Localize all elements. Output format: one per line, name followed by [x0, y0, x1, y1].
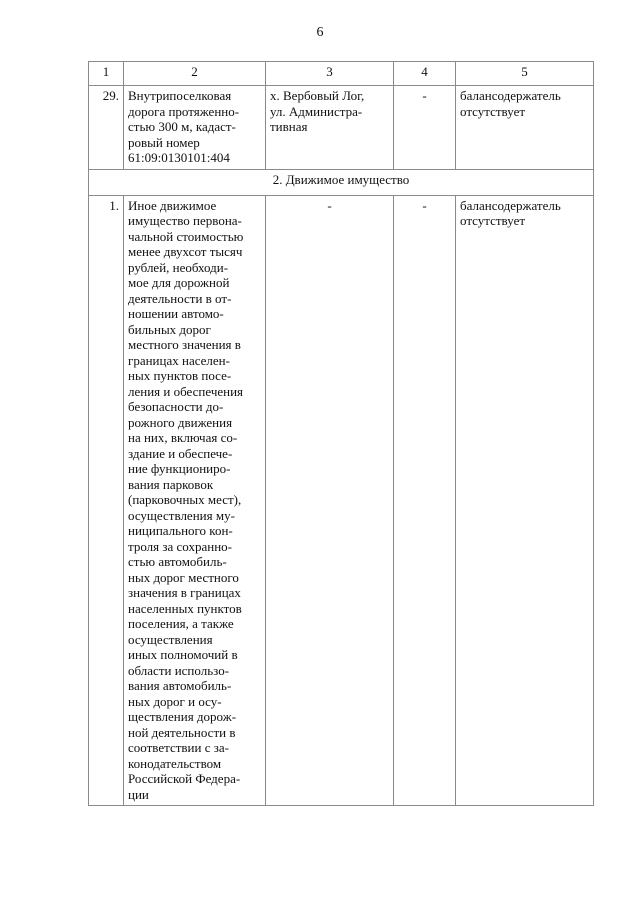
- property-name: Внутрипоселковая дорога протяженно- стью 300 м, кадаст- ровый номер 61:09:0130101:404: [124, 86, 266, 170]
- property-address: х. Вербовый Лог, ул. Администра- тивная: [266, 86, 394, 170]
- column-header-1: 1: [89, 62, 124, 86]
- column-header-3: 3: [266, 62, 394, 86]
- balance-holder: балансодержатель отсутствует: [456, 86, 594, 170]
- table-row: [89, 86, 594, 170]
- property-name: Иное движимое имущество первона- чальной стоимостью менее двухсот тысяч рублей, необходи- мое для дорожной деятельности в от- ношении автомо- бильных дорог местного значения в границах населен- ных пунктов посе- ления и обеспечения безопасности до- рожного движения на них, включая со- здание и обеспече- ние функциониро- вания парковок (парковочных мест), осуществления му- ниципального кон- троля за сохранно- стью автомобиль- ных дорог местного значения в границах населенных пунктов поселения, а также осуществления иных полномочий в области использо- вания автомобиль- ных дорог и осу- ществления дорож- ной деятельности в соответствии с за- конодательством Российской Федера- ции: [124, 195, 266, 806]
- row-number: 29.: [89, 86, 124, 170]
- property-registry-table: [88, 61, 594, 806]
- column-header-5: 5: [456, 62, 594, 86]
- property-col4: -: [394, 86, 456, 170]
- column-header-2: 2: [124, 62, 266, 86]
- property-col4: -: [394, 195, 456, 806]
- property-address: -: [266, 195, 394, 806]
- page-number: 6: [316, 25, 324, 40]
- section-title: 2. Движимое имущество: [89, 169, 594, 195]
- column-header-4: 4: [394, 62, 456, 86]
- section-row: [89, 169, 594, 195]
- table-row: [89, 195, 594, 806]
- row-number: 1.: [89, 195, 124, 806]
- table-header-row: [89, 62, 594, 86]
- balance-holder: балансодержатель отсутствует: [456, 195, 594, 806]
